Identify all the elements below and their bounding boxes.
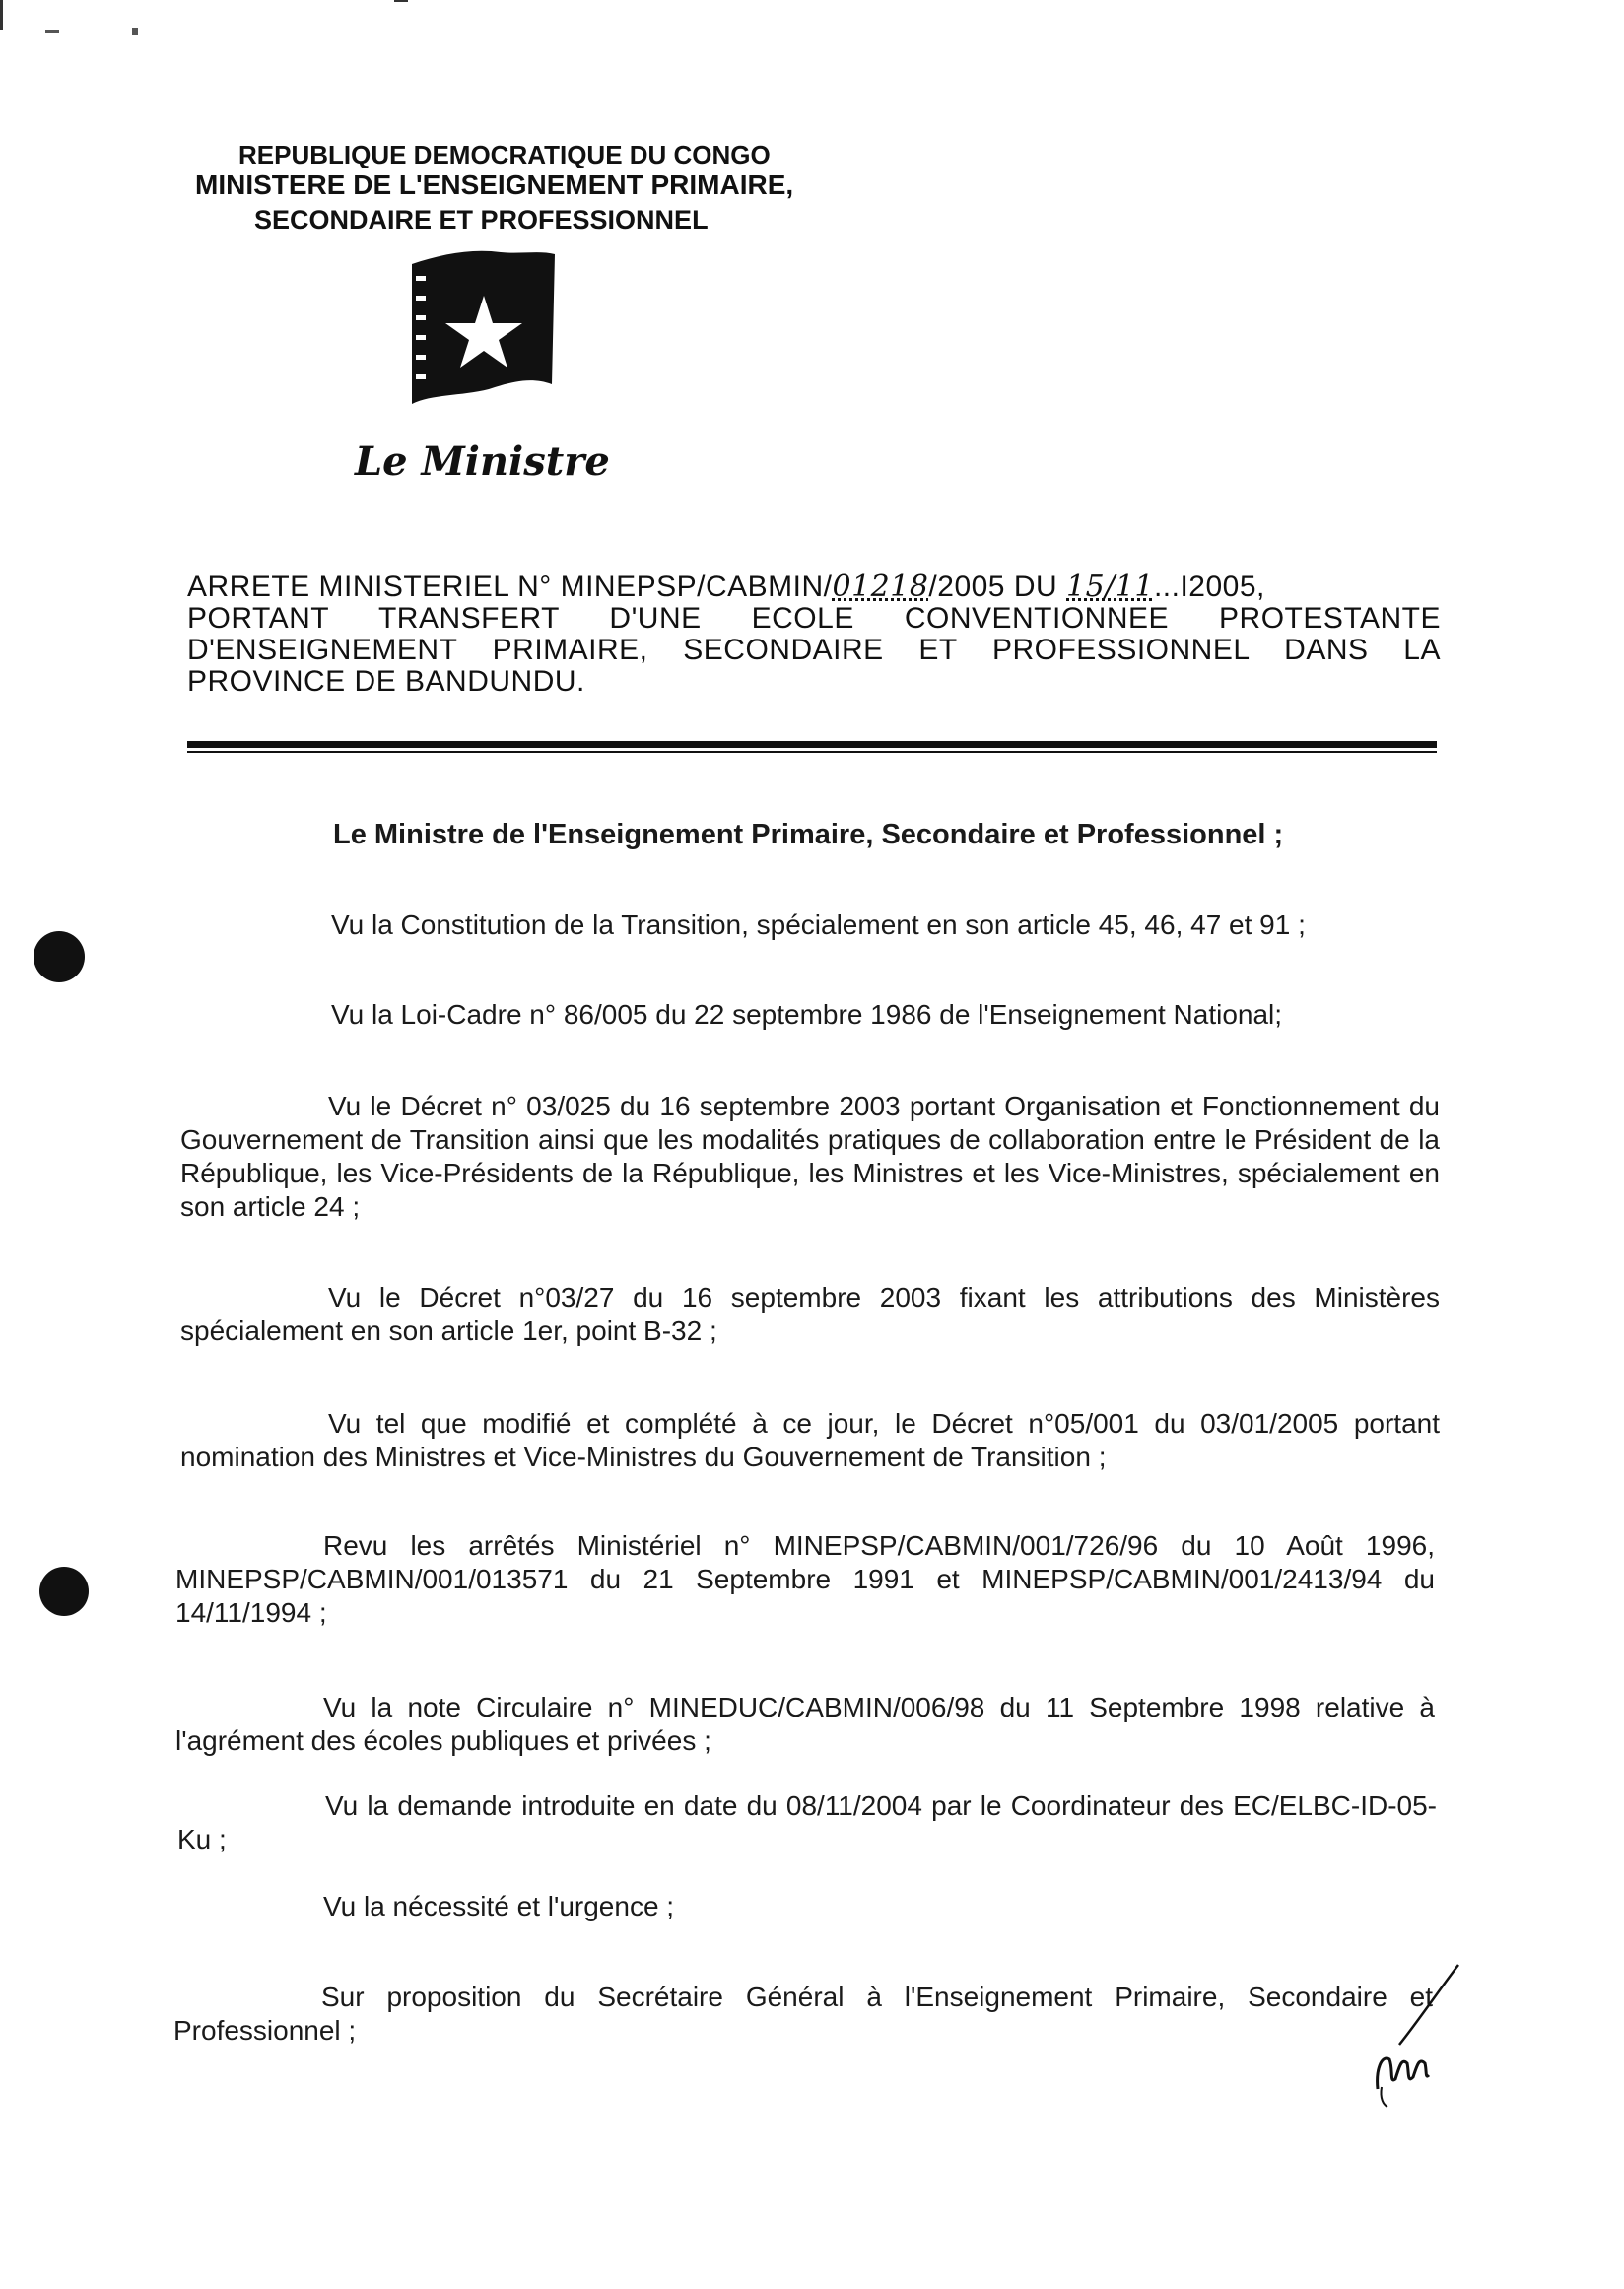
ministry-name-line1: MINISTERE DE L'ENSEIGNEMENT PRIMAIRE, [195,169,794,200]
paragraph-decret-05-001: Vu tel que modifié et complété à ce jour, le Décret n°05/001 du 03/01/2005 portant nomination des Ministres et Vice-Ministres du Gouvernement de Transition ; [180,1408,1440,1472]
punch-hole [39,1567,89,1616]
scan-mark [132,28,138,35]
ministry-name-line2: SECONDAIRE ET PROFESSIONNEL [254,205,709,235]
signature-block-title: Le Ministre [355,438,610,485]
flag-star-emblem [402,246,560,419]
scan-mark [45,30,59,33]
paragraph-constitution: Vu la Constitution de la Transition, spécialement en son article 45, 46, 47 et 91 ; [331,909,1306,940]
intro-line: Le Ministre de l'Enseignement Primaire, Secondaire et Professionnel ; [333,819,1284,850]
scan-mark [0,0,3,30]
decree-title-line4: PROVINCE DE BANDUNDU. [187,665,585,698]
title-separator-rule-thin [187,751,1437,753]
scan-mark [394,0,408,2]
paragraph-decret-03-27: Vu le Décret n°03/27 du 16 septembre 2003 fixant les attributions des Ministères spécialement en son article 1er, point B-32 ; [180,1282,1440,1346]
handwritten-decree-number: 01218 [832,570,929,604]
decree-title-line3: D'ENSEIGNEMENT PRIMAIRE, SECONDAIRE ET PROFESSIONNEL DANS LA [187,634,1441,666]
punch-hole [34,931,85,982]
paragraph-note-circulaire: Vu la note Circulaire n° MINEDUC/CABMIN/006/98 du 11 Septembre 1998 relative à l'agrément des écoles publiques et privées ; [175,1692,1435,1756]
handwritten-decree-date: 15/11 [1066,570,1154,604]
paragraph-proposition: Sur proposition du Secrétaire Général à l'Enseignement Primaire, Secondaire et Professionnel ; [173,1982,1433,2046]
handwritten-initials [1360,1961,1468,2109]
decree-title-line2: PORTANT TRANSFERT D'UNE ECOLE CONVENTIONNEE PROTESTANTE [187,602,1441,635]
paragraph-loi-cadre: Vu la Loi-Cadre n° 86/005 du 22 septembre 1986 de l'Enseignement National; [331,999,1283,1030]
title-separator-rule [187,741,1437,748]
decree-title [187,572,1441,698]
country-name: REPUBLIQUE DEMOCRATIQUE DU CONGO [238,140,771,169]
paragraph-necessite: Vu la nécessité et l'urgence ; [323,1891,675,1921]
paragraph-arretes-revus: Revu les arrêtés Ministériel n° MINEPSP/CABMIN/001/726/96 du 10 Août 1996, MINEPSP/CABMIN/001/013571 du 21 Septembre 1991 et MINEPSP/CABMIN/001/2413/94 du 14/11/1994 ; [175,1530,1435,1628]
paragraph-decret-03-025: Vu le Décret n° 03/025 du 16 septembre 2003 portant Organisation et Fonctionnement du Gouvernement de Transition ainsi que les modalités pratiques de collaboration entre le Président de la République, les Vice-Présidents de la République, les Ministres et les Vice-Ministres, spécialement en son article 24 ; [180,1091,1440,1222]
paragraph-demande: Vu la demande introduite en date du 08/11/2004 par le Coordinateur des EC/ELBC-ID-05-Ku ; [177,1790,1437,1854]
decree-title-line1: ARRETE MINISTERIEL N° MINEPSP/CABMIN/01218/2005 DU 15/11...I2005, [187,570,1265,604]
